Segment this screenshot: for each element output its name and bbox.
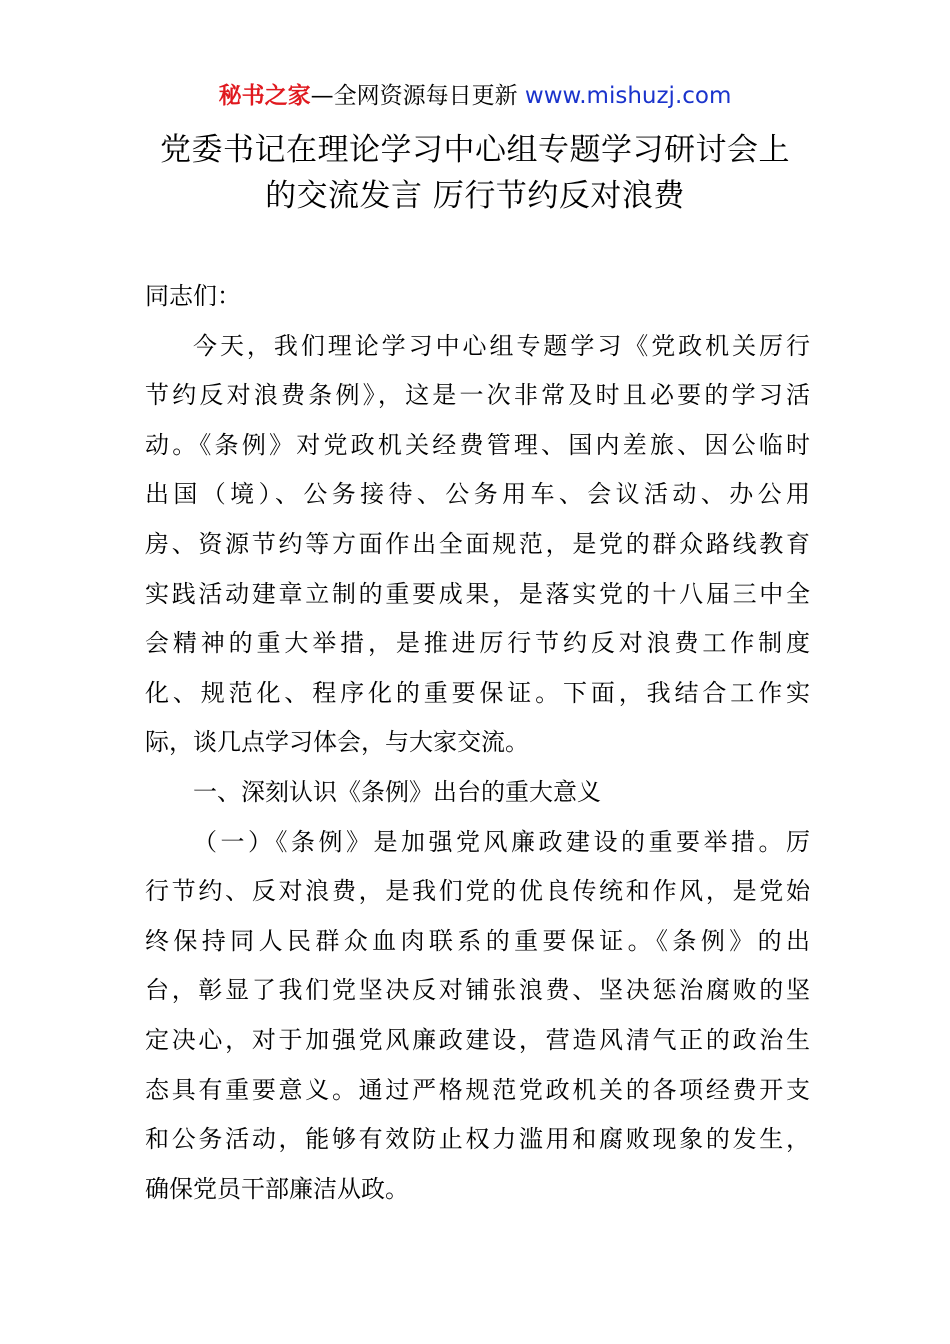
body-line: 节约反对浪费条例》，这是一次非常及时且必要的学习活 [145,381,810,410]
body-line: 会精神的重大举措，是推进厉行节约反对浪费工作制度 [145,629,810,658]
body-line: 房、资源节约等方面作出全面规范，是党的群众路线教育 [145,529,810,558]
body-line: 动。《条例》对党政机关经费管理、国内差旅、因公临时 [145,430,810,459]
body-line: 际，谈几点学习体会，与大家交流。 [145,728,529,757]
body-line: 态具有重要意义。通过严格规范党政机关的各项经费开支 [145,1075,810,1104]
section-heading: 一、深刻认识《条例》出台的重大意义 [193,777,601,806]
body-line: 化、规范化、程序化的重要保证。下面，我结合工作实 [145,678,810,707]
body-line: 行节约、反对浪费，是我们党的优良传统和作风，是党始 [145,877,810,906]
document-title [60,127,890,219]
salutation: 同志们： [145,282,241,310]
body-line: 实践活动建章立制的重要成果，是落实党的十八届三中全 [145,579,810,608]
body-line: 和公务活动，能够有效防止权力滥用和腐败现象的发生， [145,1125,810,1154]
document-body [145,272,810,1214]
body-line: 今天，我们理论学习中心组专题学习《党政机关厉行 [193,331,810,360]
body-line: （一）《条例》是加强党风廉政建设的重要举措。厉 [193,827,810,856]
body-line: 出国（境）、公务接待、公务用车、会议活动、办公用 [145,480,810,509]
brand-name: 秘书之家 [218,83,311,109]
body-line: 终保持同人民群众血肉联系的重要保证。《条例》的出 [145,926,810,955]
site-header [0,80,950,112]
title-line-2: 的交流发言 厉行节约反对浪费 [265,178,685,214]
body-line: 定决心，对于加强党风廉政建设，营造风清气正的政治生 [145,1025,810,1054]
body-line: 台，彰显了我们党坚决反对铺张浪费、坚决惩治腐败的坚 [145,976,810,1005]
site-url-link[interactable]: www.mishuzj.com [524,83,732,109]
header-tagline: —全网资源每日更新 [310,83,525,109]
body-line: 确保党员干部廉洁从政。 [145,1174,409,1203]
title-line-1: 党委书记在理论学习中心组专题学习研讨会上 [160,132,790,168]
